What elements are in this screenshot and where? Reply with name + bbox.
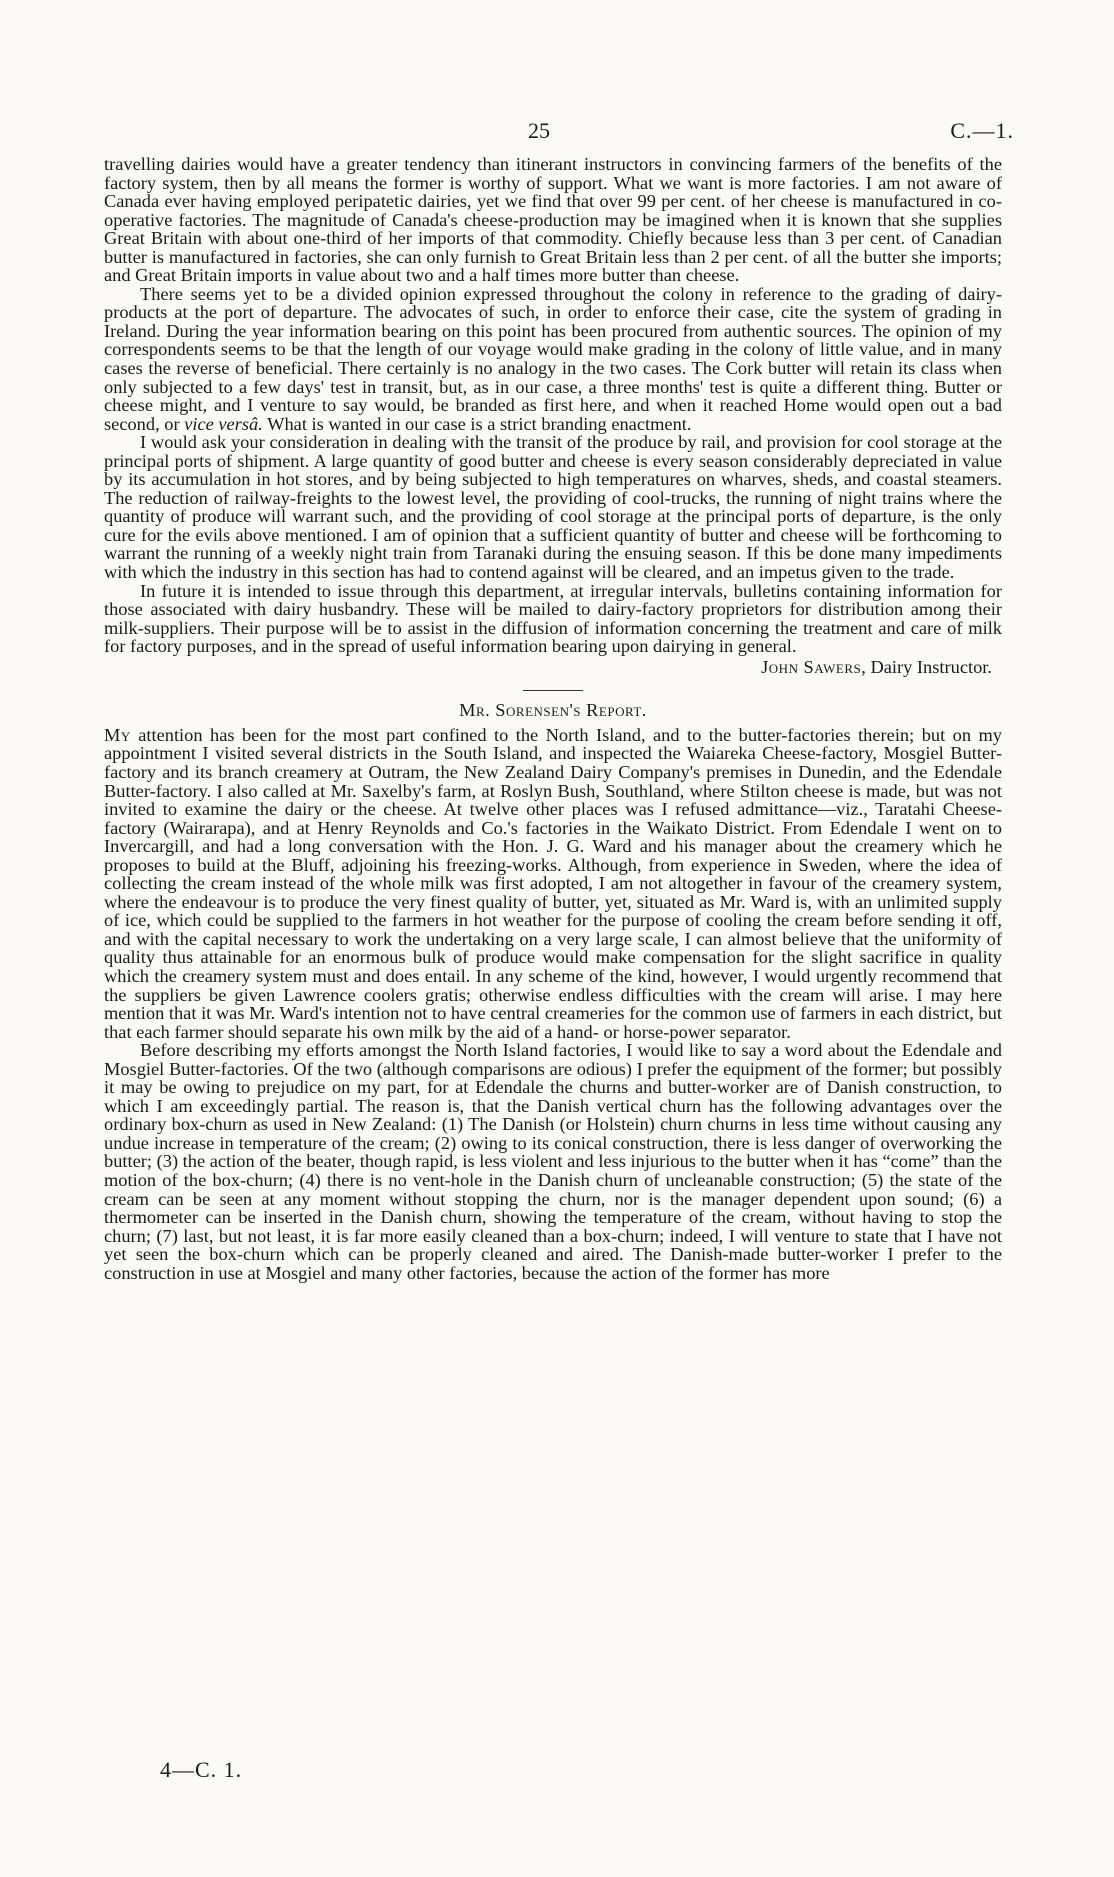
paragraph-2 [104,285,1002,433]
paragraph-2-text: There seems yet to be a divided opinion expressed throughout the colony in reference to the grading of dairy-products at the port of departure. The advocates of such, in order to enforce their case, cite the system of grading in Ireland. During the year information bearing on this point has been procured from authentic sources. The opinion of my correspondents seems to be that the length of our voyage would make grading in the colony of little value, and in many cases the reverse of beneficial. There certainly is no analogy in the two cases. The Cork butter will retain its class when only subjected to a few days' test in transit, but, as in our case, a three months' test is quite a different thing. Butter or cheese might, and I venture to say would, be branded as first here, and when it reached Home would open out a bad second, or [104,283,1002,434]
document-reference: C.—1. [950,118,1014,143]
paragraph-3: I would ask your consideration in dealing with the transit of the produce by rail, and provision for cool storage at the principal ports of shipment. A large quantity of good butter and cheese is every season considerably depreciated in value by its accumulation in hot stores, and by being subjected to high temperatures on wharves, sheds, and coastal steamers. The reduction of railway-freights to the lowest level, the providing of cool-trucks, the running of night trains where the quantity of produce will warrant such, and the providing of cool storage at the principal ports of departure, is the only cure for the evils above mentioned. I am of opinion that a sufficient quantity of butter and cheese will be forthcoming to warrant the running of a weekly night train from Taranaki during the ensuing season. If this be done many impediments with which the industry in this section has had to contend against will be cleared, and an impetus given to the trade. [104,432,1002,583]
section-divider [523,690,583,691]
page-header [0,118,1114,148]
paragraph-4: In future it is intended to issue through this department, at irregular intervals, bulletins containing information for those associated with dairy husbandry. These will be mailed to dairy-factory proprietors for distribution among their milk-suppliers. Their purpose will be to assist in the diffusion of information concerning the treatment and care of milk for factory purposes, and in the spread of useful information bearing upon dairying in general. [104,580,1002,657]
report-paragraph-1-text: attention has been for the most part confined to the North Island, and to the butter-factories therein; but on my appointment I visited several districts in the South Island, and inspected the Waiareka Cheese-factory, Mosgiel Butter-factory and its branch creamery at Outram, the New Zealand Dairy Company's premises in Dunedin, and the Edendale Butter-factory. I also called at Mr. Saxelby's farm, at Roslyn Bush, Southland, where Stilton cheese is made, but was not invited to examine the dairy or the cheese. At twelve other places was I refused admittance—viz., Taratahi Cheese-factory (Wairarapa), and at Henry Reynolds and Co.'s factories in the Waikato District. From Edendale I went on to Invercargill, and had a long conversation with the Hon. J. G. Ward and his manager about the creamery which he proposes to build at the Bluff, adjoining his freezing-works. Although, from experience in Sweden, where the idea of collecting the cream instead of the whole milk was first adopted, I am not altogether in favour of the creamery system, where the endeavour is to produce the very finest quality of butter, yet, situated as Mr. Ward is, with an unlimited supply of ice, which could be supplied to the farmers in hot weather for the purpose of cooling the cream before sending it off, and with the capital necessary to work the undertaking on a very large scale, I can almost believe that the uniformity of quality thus attainable for an enormous bulk of produce would make compensation for the slight sacrifice in quality which the creamery system must and does entail. In any scheme of the kind, however, I would urgently recommend that the suppliers be given Lawrence coolers gratis; otherwise endless difficulties with the cream will arise. I may here mention that it was Mr. Ward's intention not to have central creameries for the common use of farmers in each district, but that each farmer should separate his own milk by the aid of a hand- or horse-power separator. [104,724,1002,1042]
signature [104,658,1002,677]
page-number: 25 [528,118,550,143]
section-title: Mr. Sorensen's Report. [459,700,647,721]
signature-mark: 4—C. 1. [160,1757,243,1782]
signature-title: , Dairy Instructor. [861,656,992,677]
signature-name: John Sawers [761,656,862,677]
report-paragraph-2: Before describing my efforts amongst the North Island factories, I would like to say a word about the Edendale and Mosgiel Butter-factories. Of the two (although comparisons are odious) I prefer the equipment of the former; but possibly it may be owing to prejudice on my part, for at Edendale the churns and butter-worker are of Danish construction, to which I am exceedingly partial. The reason is, that the Danish vertical churn has the following advantages over the ordinary box-churn as used in New Zealand: (1) The Danish (or Holstein) churn churns in less time without causing any undue increase in temperature of the cream; (2) owing to its conical construction, there is less danger of overworking the butter; (3) the action of the beater, though rapid, is less violent and less injurious to the butter when it has “come” than the motion of the box-churn; (4) there is no vent-hole in the Danish churn of uncleanable construction; (5) the state of the cream can be seen at any moment without stopping the churn, nor is the manager dependent upon sound; (6) a thermometer can be inserted in the Danish churn, showing the temperature of the cream, without having to stop the churn; (7) last, but not least, it is far more easily cleaned than a box-churn; indeed, I will venture to state that I have not yet seen the box-churn which can be properly cleaned and aired. The Danish-made butter-worker I prefer to the construction in use at Mosgiel and many other factories, because the action of the former has more [104,1040,1002,1283]
paragraph-2-tail: What is wanted in our case is a strict branding enactment. [267,413,692,434]
paragraph-2-italic: vice versâ. [184,413,263,434]
report-paragraph-1 [104,726,1002,1041]
report-lead-word: My [104,724,131,745]
paragraph-1: travelling dairies would have a greater tendency than itinerant instructors in convincing farmers of the benefits of the factory system, then by all means the former is worthy of support. What we want is more factories. I am not aware of Canada ever having employed peripatetic dairies, yet we find that over 99 per cent. of her cheese is manufactured in co-operative factories. The magnitude of Canada's cheese-production may be imagined when it is known that she supplies Great Britain with about one-third of her imports of that commodity. Chiefly because less than 3 per cent. of Canadian butter is manufactured in factories, she can only furnish to Great Britain less than 2 per cent. of all the butter she imports; and Great Britain imports in value about two and a half times more butter than cheese. [104,154,1002,286]
document-body [104,155,1002,1282]
